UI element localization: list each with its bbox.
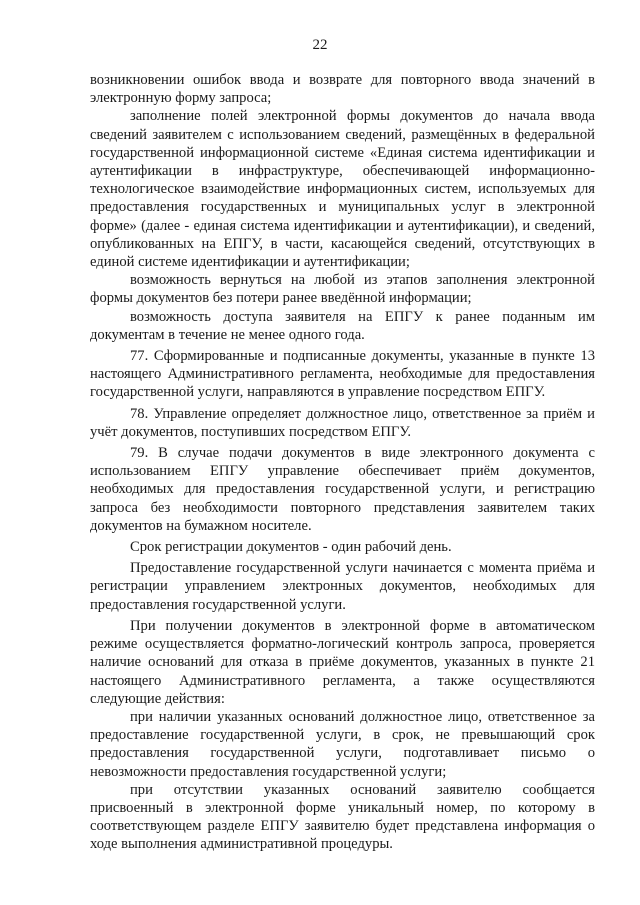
paragraph: Предоставление государственной услуги начинается с момента приёма и регистрации управлением электронных документов, необходимых для предоставления государственной услуги.	[90, 560, 595, 613]
paragraph: Срок регистрации документов - один рабочий день.	[130, 539, 452, 556]
paragraph: возможность доступа заявителя на ЕПГУ к ранее поданным им документам в течение не менее одного года.	[90, 308, 595, 343]
paragraph: 79. В случае подачи документов в виде электронного документа с использованием ЕПГУ управление обеспечивает приём документов, необходимых для предоставления государственной услуги, и регистрацию запроса без необходимости повторного представления заявителем таких документов на бумажном носителе.	[90, 445, 595, 534]
paragraph: возможность вернуться на любой из этапов заполнения электронной формы документов без потери ранее введённой информации;	[90, 272, 595, 307]
paragraph: заполнение полей электронной формы документов до начала ввода сведений заявителем с использованием сведений, размещённых в федеральной государственной информационной системе «Единая система идентификации и аутентификации в инфраструктуре, обеспечивающей информационно-технологическое взаимодействие информационных систем, используемых для предоставления государственных и муниципальных услуг в электронной форме» (далее - единая система идентификации и аутентификации), и сведений, опубликованных на ЕПГУ, в части, касающейся сведений, отсутствующих в единой системе идентификации и аутентификации;	[90, 108, 595, 271]
paragraph: 77. Сформированные и подписанные документы, указанные в пункте 13 настоящего Административного регламента, необходимые для предоставления государственной услуги, направляются в управление посредством ЕПГУ.	[90, 348, 595, 401]
document-body	[90, 71, 595, 854]
paragraph: при отсутствии указанных оснований заявителю сообщается присвоенный в электронной форме уникальный номер, по которому в соответствующем разделе ЕПГУ заявителю будет представлена информация о ходе выполнения административной процедуры.	[90, 781, 595, 853]
paragraph: 78. Управление определяет должностное лицо, ответственное за приём и учёт документов, поступивших посредством ЕПГУ.	[90, 405, 595, 440]
paragraph: при наличии указанных оснований должностное лицо, ответственное за предоставление государственной услуги, в срок, не превышающий срок предоставления государственной услуги, подготавливает письмо о невозможности предоставления государственной услуги;	[90, 708, 595, 780]
paragraph: возникновении ошибок ввода и возврате для повторного ввода значений в электронную форму запроса;	[90, 72, 595, 107]
paragraph: При получении документов в электронной форме в автоматическом режиме осуществляется форматно-логический контроль запроса, проверяется наличие оснований для отказа в приёме документов, указанных в пункте 21 настоящего Административного регламента, а также осуществляются следующие действия:	[90, 617, 595, 707]
page-number: 22	[312, 37, 328, 53]
